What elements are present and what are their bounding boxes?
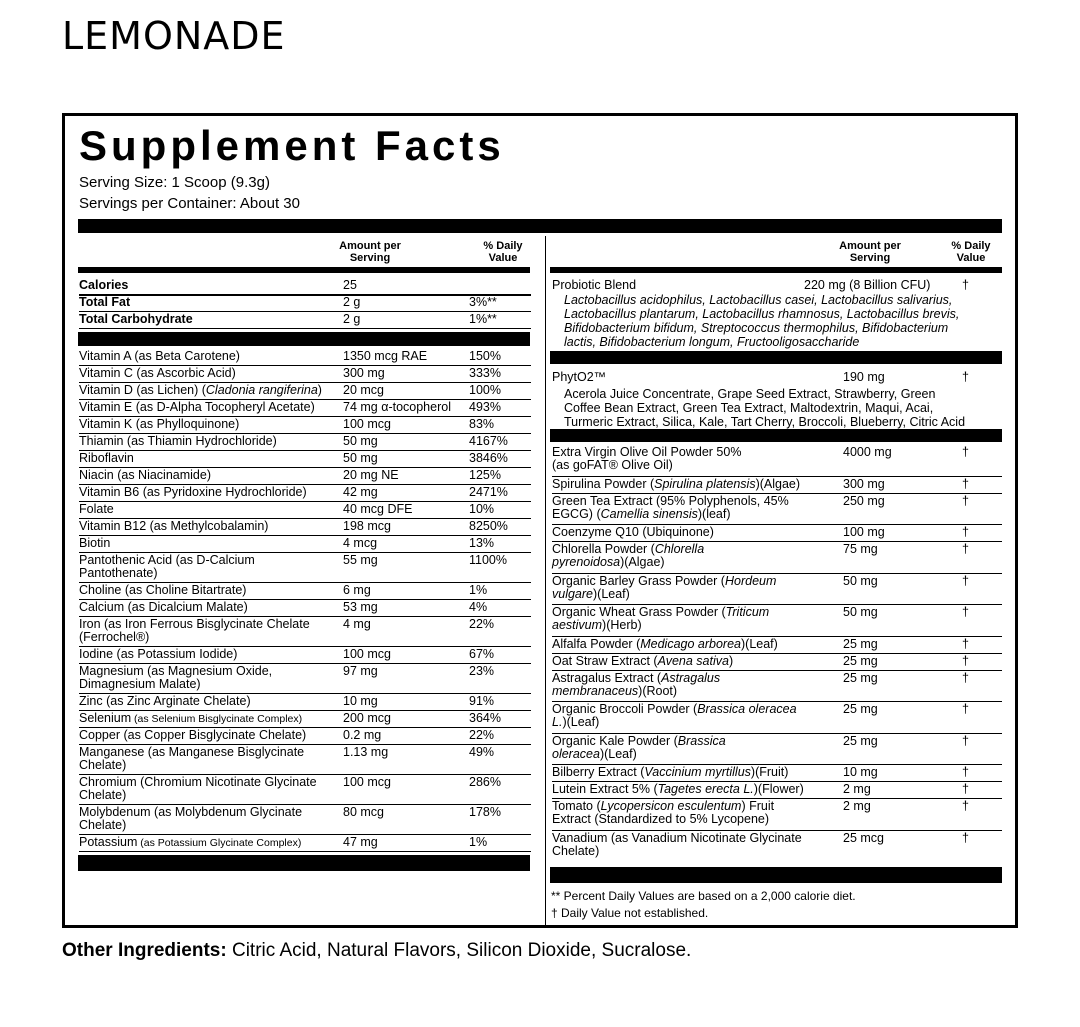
row-line: [79, 450, 531, 451]
probiotic-name: Probiotic Blend: [552, 278, 637, 292]
left-header-bar: [78, 267, 530, 273]
ingredient-dv: †: [962, 493, 969, 508]
macro-amount: 2 g: [343, 295, 361, 309]
macro-amount: 2 g: [343, 312, 361, 326]
ingredient-dv: †: [962, 702, 969, 716]
row-line: [79, 834, 531, 835]
ingredient-amount: 25 mg: [843, 670, 878, 685]
vitamin-name: Vitamin E (as D-Alpha Tocopheryl Acetate): [79, 400, 315, 414]
vitamin-amount: 50 mg: [343, 451, 378, 465]
vitamin-amount: 6 mg: [343, 583, 371, 597]
vitamin-amount: 97 mg: [343, 664, 378, 678]
vitamin-dv: 333%: [469, 366, 501, 380]
ingredient-amount: 25 mg: [843, 733, 878, 748]
vitamin-name: Molybdenum (as Molybdenum Glycinate Chelate): [79, 805, 303, 832]
left-header-dv: % Daily Value: [483, 240, 523, 264]
left-bottom-bar: [78, 855, 530, 871]
ingredient-row-11: [552, 735, 1002, 767]
vitamin-dv: 125%: [469, 468, 501, 482]
ingredient-name: Organic Kale Powder (Brassica oleracea)(Leaf): [552, 733, 726, 761]
other-ingredients-label: Other Ingredients:: [62, 940, 227, 961]
vitamin-dv: 22%: [469, 728, 495, 742]
ingredient-amount: 4000 mg: [843, 445, 892, 459]
servings-per-container: Servings per Container: About 30: [79, 195, 300, 212]
vitamin-name: Vitamin B6 (as Pyridoxine Hydrochloride): [79, 485, 307, 499]
ingredient-dv: †: [962, 476, 969, 491]
vitamin-amount: 1350 mcg RAE: [343, 349, 428, 363]
ingredient-dv: †: [962, 830, 969, 845]
ingredient-amount: 25 mg: [843, 653, 878, 668]
ingredient-name: Bilberry Extract (Vaccinium myrtillus)(Fruit): [552, 765, 789, 779]
right-header-dv: % Daily Value: [951, 240, 991, 264]
column-divider: [545, 236, 546, 926]
other-ingredients-text: Citric Acid, Natural Flavors, Silicon Dioxide, Sucralose.: [226, 940, 692, 961]
ingredient-name: Organic Barley Grass Powder (Hordeum vulgare)(Leaf): [552, 573, 777, 601]
ingredient-amount: 50 mg: [843, 605, 878, 619]
vitamin-amount: 20 mcg: [343, 383, 384, 397]
macro-name: Total Fat: [79, 295, 131, 309]
ingredient-amount: 100 mg: [843, 525, 885, 539]
vitamin-dv: 49%: [469, 745, 495, 759]
other-ingredients: [62, 940, 691, 962]
vitamin-amount: 4 mg: [343, 617, 371, 631]
supplement-facts-panel: [62, 113, 1018, 928]
right-bar-1: [550, 351, 1002, 364]
vitamin-dv: 10%: [469, 502, 495, 516]
vitamin-amount: 100 mcg: [343, 775, 391, 789]
vitamin-dv: 178%: [469, 805, 501, 819]
vitamin-dv: 100%: [469, 383, 501, 397]
vitamin-name: Potassium (as Potassium Glycinate Complex): [79, 835, 302, 849]
ingredient-dv: †: [962, 573, 969, 588]
vitamin-amount: 55 mg: [343, 553, 378, 567]
vitamin-dv: 1100%: [469, 553, 507, 567]
vitamin-name: Thiamin (as Thiamin Hydrochloride): [79, 434, 277, 448]
vitamin-amount: 50 mg: [343, 434, 378, 448]
vitamin-row-21: [79, 746, 531, 776]
ingredient-name: Alfalfa Powder (Medicago arborea)(Leaf): [552, 636, 778, 651]
ingredient-row-4: [552, 543, 1002, 575]
vitamin-amount: 80 mcg: [343, 805, 384, 819]
vitamin-row-22: [79, 776, 531, 806]
ingredient-amount: 300 mg: [843, 476, 885, 491]
ingredient-name: Organic Wheat Grass Powder (Triticum aestivum)(Herb): [552, 605, 770, 632]
ingredient-name: Organic Broccoli Powder (Brassica oleracea L.)(Leaf): [552, 702, 797, 729]
ingredient-row-9: [552, 672, 1002, 704]
vitamin-dv: 4%: [469, 600, 488, 614]
vitamin-name: Vitamin K (as Phylloquinone): [79, 417, 240, 431]
left-mid-bar: [78, 332, 530, 346]
ingredient-row-15: [552, 832, 1002, 864]
row-line: [79, 851, 531, 852]
ingredient-amount: 75 mg: [843, 542, 878, 556]
phyto-desc: Acerola Juice Concentrate, Grape Seed Extract, Strawberry, Green Coffee Bean Extract, Green Tea Extract, Maltodextrin, Maqui, Acai, Turmeric Extract, Silica, Kale, Tart Cherry, Broccoli, Blueberry, Citric Acid: [564, 387, 966, 429]
ingredient-dv: †: [962, 799, 969, 813]
ingredient-name: Extra Virgin Olive Oil Powder 50% (as goFAT® Olive Oil): [552, 445, 742, 472]
vitamin-dv: 8250%: [469, 519, 508, 533]
ingredient-dv: †: [962, 605, 969, 619]
vitamin-dv: 150%: [469, 349, 501, 363]
left-header-amount: Amount per Serving: [339, 240, 401, 264]
serving-size: Serving Size: 1 Scoop (9.3g): [79, 174, 270, 191]
ingredient-name: Chlorella Powder (Chlorella pyrenoidosa)(Algae): [552, 542, 705, 569]
macro-row-1: [79, 296, 531, 312]
ingredient-amount: 50 mg: [843, 573, 878, 588]
right-header-bar: [550, 267, 1002, 273]
ingredient-amount: 25 mg: [843, 702, 878, 716]
vitamin-name: Folate: [79, 502, 114, 516]
macro-dv: 3%**: [469, 295, 497, 309]
ingredient-amount: 2 mg: [843, 782, 871, 796]
ingredient-dv: †: [962, 653, 969, 668]
ingredient-row-2: [552, 495, 1002, 527]
ingredient-row-6: [552, 606, 1002, 638]
vitamin-dv: 2471%: [469, 485, 508, 499]
vitamin-dv: 1%: [469, 835, 488, 849]
footnote-percent: ** Percent Daily Values are based on a 2,000 calorie diet.: [551, 889, 856, 903]
vitamin-name: Zinc (as Zinc Arginate Chelate): [79, 694, 251, 708]
vitamin-amount: 47 mg: [343, 835, 378, 849]
ingredient-amount: 2 mg: [843, 799, 871, 813]
vitamin-name: Iron (as Iron Ferrous Bisglycinate Chelate (Ferrochel®): [79, 617, 310, 644]
ingredient-dv: †: [962, 445, 969, 459]
ingredient-row-5: [552, 575, 1002, 607]
row-line: [79, 535, 531, 536]
vitamin-name: Copper (as Copper Bisglycinate Chelate): [79, 728, 307, 742]
vitamin-amount: 100 mcg: [343, 417, 391, 431]
ingredient-amount: 250 mg: [843, 493, 885, 508]
macro-row-0: [79, 279, 531, 295]
ingredient-name: Oat Straw Extract (Avena sativa): [552, 653, 734, 668]
macro-row-2: [79, 313, 531, 329]
vitamin-name: Biotin: [79, 536, 111, 550]
ingredient-row-14: [552, 800, 1002, 832]
ingredient-name: Green Tea Extract (95% Polyphenols, 45% EGCG) (Camellia sinensis)(leaf): [552, 493, 789, 521]
footnote-dagger: † Daily Value not established.: [551, 906, 709, 920]
ingredient-name: Coenzyme Q10 (Ubiquinone): [552, 525, 714, 539]
ingredient-dv: †: [962, 765, 969, 779]
vitamin-name: Vitamin C (as Ascorbic Acid): [79, 366, 236, 380]
vitamin-name: Niacin (as Niacinamide): [79, 468, 211, 482]
phyto-amount: 190 mg: [843, 370, 885, 384]
vitamin-amount: 300 mg: [343, 366, 385, 380]
ingredient-dv: †: [962, 636, 969, 651]
ingredient-amount: 25 mg: [843, 636, 878, 651]
ingredient-dv: †: [962, 542, 969, 556]
vitamin-dv: 493%: [469, 400, 501, 414]
vitamin-amount: 10 mg: [343, 694, 378, 708]
ingredient-name: Astragalus Extract (Astragalus membranaceus)(Root): [552, 670, 721, 698]
phyto-row: [552, 371, 1002, 387]
vitamin-name: Riboflavin: [79, 451, 134, 465]
vitamin-row-23: [79, 806, 531, 836]
right-header-amount: Amount per Serving: [839, 240, 901, 264]
ingredient-dv: †: [962, 782, 969, 796]
vitamin-name: Calcium (as Dicalcium Malate): [79, 600, 248, 614]
probiotic-amount: 220 mg (8 Billion CFU): [804, 278, 931, 292]
vitamin-dv: 22%: [469, 617, 495, 631]
right-bottom-bar: [550, 867, 1002, 883]
ingredient-amount: 10 mg: [843, 765, 878, 779]
vitamin-dv: 23%: [469, 664, 495, 678]
vitamin-name: Choline (as Choline Bitartrate): [79, 583, 247, 597]
phyto-dv: †: [962, 370, 969, 384]
vitamin-dv: 67%: [469, 647, 495, 661]
probiotic-dv: †: [962, 278, 969, 292]
ingredient-dv: †: [962, 670, 969, 685]
probiotic-desc: Lactobacillus acidophilus, Lactobacillus casei, Lactobacillus salivarius, Lactobacillus plantarum, Lactobacillus rhamnosus, Lactobacillus brevis, Bifidobacterium bifidum, Streptococcus thermophilus, Bifidobacterium lactis, Bifidobacterium longum, Fructooligosaccharide: [564, 293, 960, 349]
vitamin-dv: 364%: [469, 711, 501, 725]
macro-amount: 25: [343, 278, 357, 292]
ingredient-dv: †: [962, 525, 969, 539]
ingredient-amount: 25 mcg: [843, 830, 884, 845]
vitamin-dv: 91%: [469, 694, 495, 708]
vitamin-amount: 200 mcg: [343, 711, 391, 725]
ingredient-name: Vanadium (as Vanadium Nicotinate Glycinate Chelate): [552, 830, 802, 858]
macro-name: Total Carbohydrate: [79, 312, 193, 326]
vitamin-row-15: [79, 618, 531, 648]
ingredient-row-0: [552, 446, 1002, 478]
top-thick-bar: [78, 219, 1002, 233]
vitamin-dv: 1%: [469, 583, 488, 597]
vitamin-amount: 1.13 mg: [343, 745, 389, 759]
vitamin-name: Pantothenic Acid (as D-Calcium Pantothenate): [79, 553, 255, 580]
vitamin-row-12: [79, 554, 531, 584]
ingredient-name: Lutein Extract 5% (Tagetes erecta L.)(Flower): [552, 782, 804, 796]
vitamin-row-17: [79, 665, 531, 695]
macro-name: Calories: [79, 278, 129, 292]
ingredient-name: Spirulina Powder (Spirulina platensis)(Algae): [552, 476, 801, 491]
vitamin-amount: 20 mg NE: [343, 468, 399, 482]
vitamin-name: Iodine (as Potassium Iodide): [79, 647, 238, 661]
vitamin-amount: 40 mcg DFE: [343, 502, 413, 516]
vitamin-dv: 4167%: [469, 434, 508, 448]
panel-title: Supplement Facts: [79, 122, 505, 169]
vitamin-name: Manganese (as Manganese Bisglycinate Chelate): [79, 745, 305, 772]
vitamin-amount: 4 mcg: [343, 536, 378, 550]
vitamin-amount: 100 mcg: [343, 647, 391, 661]
row-line: [79, 710, 531, 711]
vitamin-dv: 3846%: [469, 451, 508, 465]
vitamin-dv: 13%: [469, 536, 495, 550]
right-bar-2: [550, 429, 1002, 442]
vitamin-amount: 53 mg: [343, 600, 378, 614]
ingredient-dv: †: [962, 733, 969, 748]
vitamin-name: Selenium (as Selenium Bisglycinate Complex): [79, 711, 303, 725]
vitamin-amount: 198 mcg: [343, 519, 391, 533]
vitamin-name: Magnesium (as Magnesium Oxide, Dimagnesium Malate): [79, 664, 273, 691]
vitamin-dv: 286%: [469, 775, 501, 789]
vitamin-name: Vitamin B12 (as Methylcobalamin): [79, 519, 269, 533]
vitamin-amount: 74 mg α-tocopherol: [343, 400, 451, 414]
vitamin-dv: 83%: [469, 417, 495, 431]
ingredient-row-10: [552, 703, 1002, 735]
flavor-title: LEMONADE: [62, 14, 286, 58]
phyto-name: PhytO2™: [552, 370, 607, 384]
row-line: [79, 328, 531, 329]
vitamin-name: Vitamin D (as Lichen) (Cladonia rangiferina): [79, 383, 322, 397]
vitamin-name: Chromium (Chromium Nicotinate Glycinate Chelate): [79, 775, 317, 802]
row-line: [79, 501, 531, 502]
vitamin-amount: 0.2 mg: [343, 728, 382, 742]
vitamin-amount: 42 mg: [343, 485, 378, 499]
ingredient-name: Tomato (Lycopersicon esculentum) Fruit Extract (Standardized to 5% Lycopene): [552, 799, 775, 826]
macro-dv: 1%**: [469, 312, 497, 326]
vitamin-name: Vitamin A (as Beta Carotene): [79, 349, 240, 363]
